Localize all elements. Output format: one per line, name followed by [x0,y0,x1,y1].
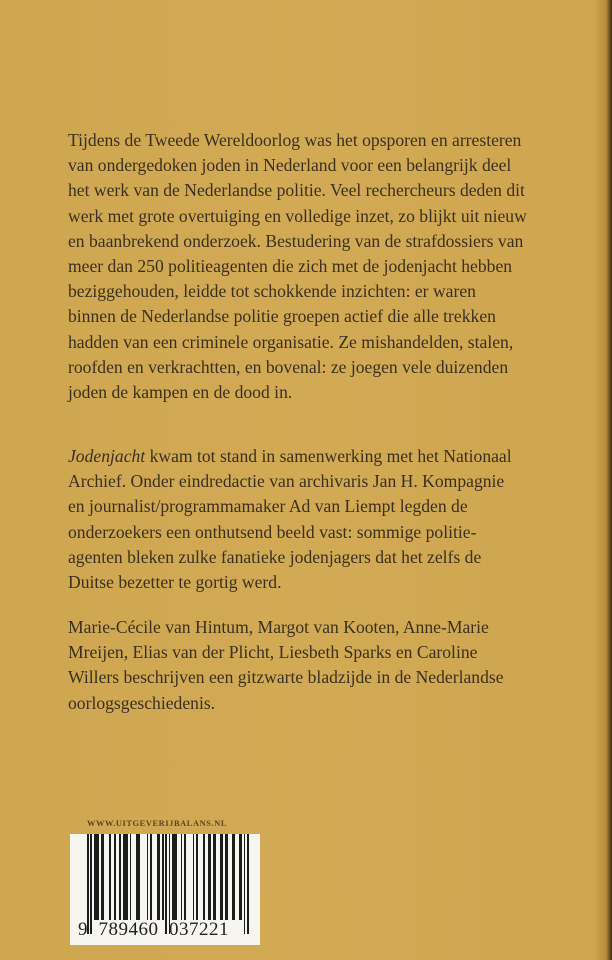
text-line: Mreijen, Elias van der Plicht, Liesbeth Sparks en Caroline [68,642,478,663]
text-line: Duitse bezetter te gortig werd. [68,572,282,593]
text-line: en baanbrekend onderzoek. Bestudering van de strafdossiers van [68,230,524,251]
text-line: onderzoekers een onthutsend beeld vast: sommige politie- [68,521,477,542]
text-line: werk met grote overtuiging en volledige inzet, zo blijkt uit nieuw [68,205,527,226]
text-line: Marie-Cécile van Hintum, Margot van Kooten, Anne-Marie [68,617,489,637]
barcode-right-group: 037221 [169,919,229,940]
barcode-left-group: 789460 [98,919,159,940]
text-line: roofden en verkrachtten, en bovenal: ze joegen vele duizenden [68,356,509,377]
publisher-url: WWW.UITGEVERIJBALANS.NL [87,819,228,828]
text-line: het werk van de Nederlandse politie. Veel rechercheurs deden dit [68,180,525,201]
text-line: hadden van een criminele organisatie. Ze mishandelden, stalen, [68,331,514,352]
text-line: oorlogsgeschiedenis. [68,692,216,713]
text-fragment: kwam tot stand in samenwerking met het Nationaal [145,446,512,466]
text-line [68,444,512,469]
text-line: van ondergedoken joden in Nederland voor een belangrijk deel [68,155,512,176]
text-line: joden de kampen en de dood in. [68,382,293,403]
book-title-italic: Jodenjacht [68,446,146,466]
text-line: Tijdens de Tweede Wereldoorlog was het opsporen en arresteren [68,130,522,150]
text-line: Archief. Onder eindredactie van archivaris Jan H. Kompagnie [68,471,505,492]
text-line: Willers beschrijven een gitzwarte bladzijde in de Nederlandse [68,667,504,688]
paragraph-authors [68,615,504,716]
text-line: meer dan 250 politieagenten die zich met de jodenjacht hebben [68,256,513,277]
text-line: en journalist/programmamaker Ad van Liempt legden de [68,496,468,517]
paragraph-intro [68,128,527,405]
barcode-digits [78,919,229,941]
isbn-barcode [70,834,260,945]
barcode-bar [247,834,249,934]
text-line: beziggehouden, leidde tot schokkende inzichten: er waren [68,281,476,302]
text-line: binnen de Nederlandse politie groepen actief die alle trekken [68,306,496,327]
paragraph-about-book [68,444,512,595]
barcode-bars [87,834,249,926]
barcode-first-digit: 9 [78,919,88,940]
text-line: agenten bleken zulke fanatieke jodenjagers dat het zelfs de [68,546,482,567]
